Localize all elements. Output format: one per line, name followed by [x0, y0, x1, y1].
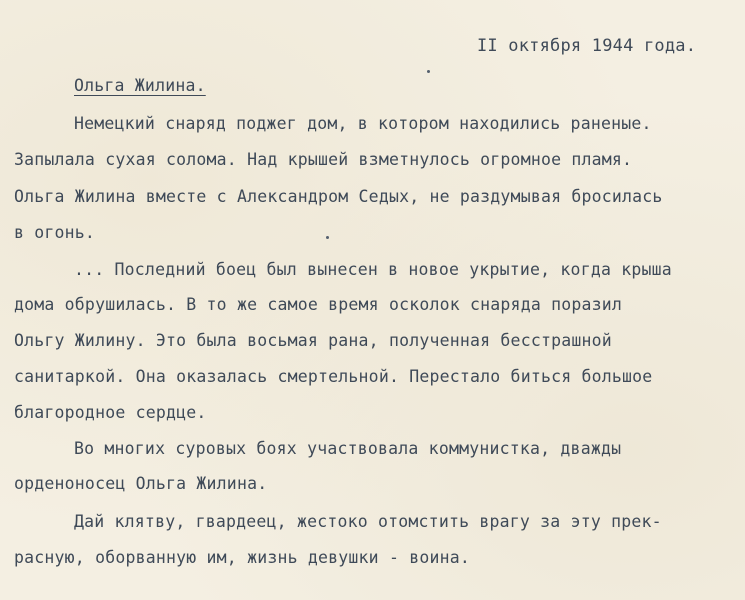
- text-line: Ольга Жилина вместе с Александром Седых, не раздумывая бросилась: [14, 187, 663, 206]
- text-line: расную, оборванную им, жизнь девушки - воина.: [14, 548, 471, 567]
- text-line: в огонь.: [14, 223, 96, 242]
- text-line: Дай клятву, гвардеец, жестоко отомстить врагу за эту прек-: [74, 512, 662, 531]
- text-line: ... Последний боец был вынесен в новое укрытие, когда крыша: [74, 260, 672, 279]
- text-line: дома обрушилась. В то же самое время осколок снаряда поразил: [14, 295, 623, 314]
- text-line: Немецкий снаряд поджег дом, в котором находились раненые.: [74, 114, 652, 133]
- text-line: орденоносец Ольга Жилина.: [14, 474, 268, 493]
- text-line: Ольгу Жилину. Это была восьмая рана, полученная бесстрашной: [14, 331, 612, 350]
- ink-speck: [427, 70, 430, 73]
- text-line: Во многих суровых боях участвовала коммунистка, дважды: [74, 439, 622, 458]
- text-line: Запылала сухая солома. Над крышей взметнулось огромное пламя.: [14, 150, 633, 169]
- text-line: санитаркой. Она оказалась смертельной. Перестало биться большое: [14, 367, 653, 386]
- document-date: II октября 1944 года.: [477, 36, 697, 56]
- ink-speck: [326, 236, 329, 239]
- document-heading: Ольга Жилина.: [74, 76, 206, 95]
- text-line: благородное сердце.: [14, 403, 207, 422]
